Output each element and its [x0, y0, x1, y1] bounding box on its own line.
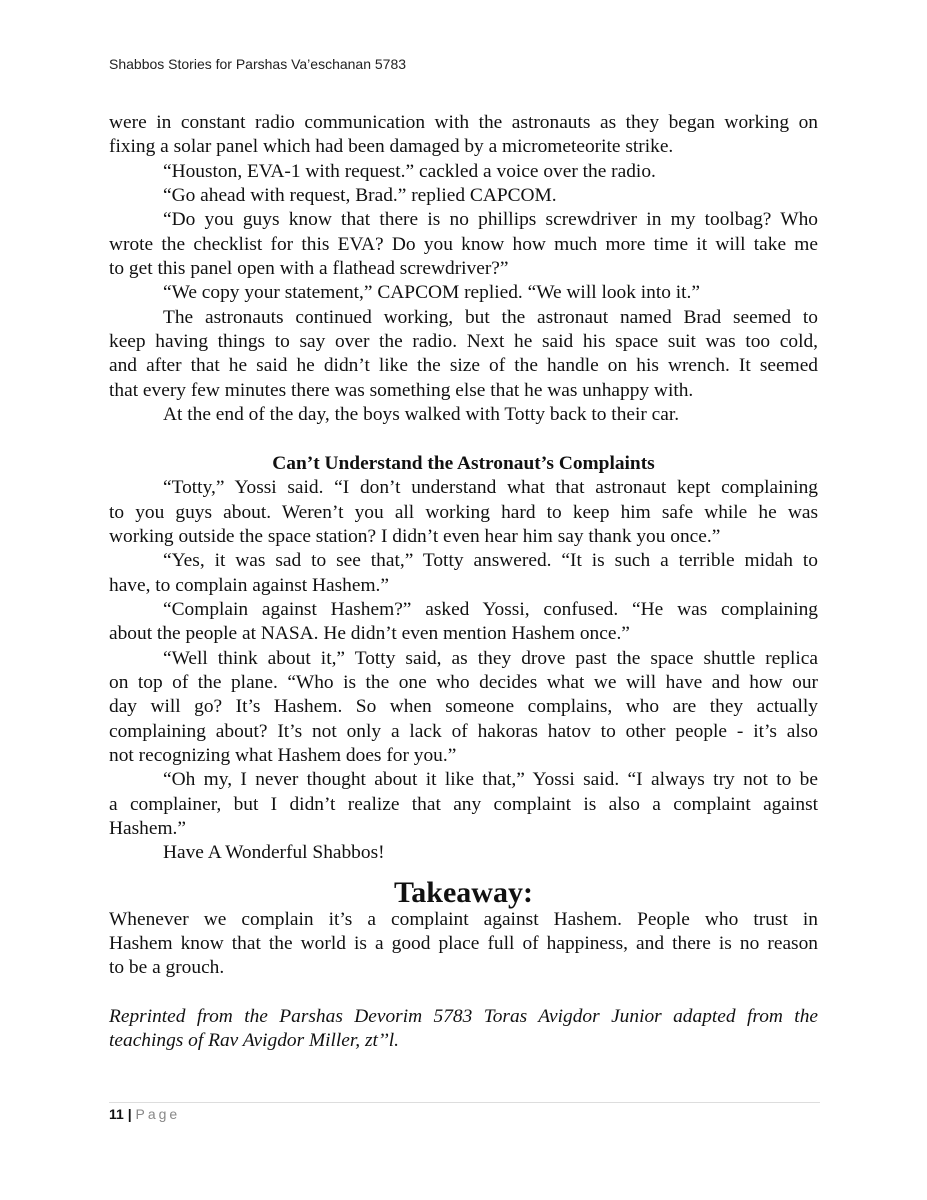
takeaway-title: Takeaway: — [394, 875, 533, 909]
footer-divider — [109, 1102, 820, 1103]
footer-separator: | — [127, 1106, 132, 1122]
text-line: and after that he said he didn’t like the size of the handle on his wrench. It seemed — [109, 355, 818, 377]
paragraph — [109, 647, 818, 769]
text-line: The astronauts continued working, but the astronaut named Brad seemed to — [163, 306, 818, 328]
text-line: “Go ahead with request, Brad.” replied CAPCOM. — [163, 185, 557, 207]
text-line: “Complain against Hashem?” asked Yossi, confused. “He was complaining — [163, 598, 818, 620]
paragraph — [109, 1005, 818, 1054]
text-line: to get this panel open with a flathead screwdriver?” — [109, 258, 509, 280]
paragraph — [109, 908, 818, 981]
text-line: a complainer, but I didn’t realize that any complaint is also a complaint against — [109, 793, 818, 815]
text-line: teachings of Rav Avigdor Miller, zt’’l. — [109, 1030, 399, 1052]
text-line: keep having things to say over the radio. Next he said his space suit was too cold, — [109, 331, 818, 353]
paragraph — [109, 768, 818, 841]
text-line: “Totty,” Yossi said. “I don’t understand what that astronaut kept complaining — [163, 477, 818, 499]
page-label: Page — [135, 1106, 181, 1122]
text-line: Reprinted from the Parshas Devorim 5783 Toras Avigdor Junior adapted from the — [109, 1006, 818, 1028]
paragraph — [109, 476, 818, 549]
text-line: about the people at NASA. He didn’t even mention Hashem once.” — [109, 623, 630, 645]
text-line: on top of the plane. “Who is the one who decides what we will have and how our — [109, 671, 818, 693]
page-footer — [109, 1106, 180, 1122]
text-line: “Well think about it,” Totty said, as they drove past the space shuttle replica — [163, 647, 818, 669]
paragraph — [109, 549, 818, 598]
document-body — [109, 111, 818, 1054]
text-line: not recognizing what Hashem does for you.” — [109, 744, 457, 766]
paragraph — [109, 598, 818, 647]
text-line: Hashem know that the world is a good place full of happiness, and there is no reason — [109, 933, 818, 954]
text-line: Have A Wonderful Shabbos! — [163, 842, 385, 864]
text-line: complaining about? It’s not only a lack of hakoras hatov to other people - it’s also — [109, 720, 818, 742]
paragraph — [109, 208, 818, 281]
paragraph — [109, 841, 818, 865]
text-line: fixing a solar panel which had been damaged by a micrometeorite strike. — [109, 136, 674, 158]
text-line: Whenever we complain it’s a complaint against Hashem. People who trust in — [109, 908, 818, 930]
paragraph — [109, 184, 818, 208]
paragraph — [109, 403, 818, 427]
page-number: 11 — [109, 1106, 124, 1122]
text-line: day will go? It’s Hashem. So when someone complains, who are they actually — [109, 696, 818, 718]
text-line: “Oh my, I never thought about it like that,” Yossi said. “I always try not to be — [163, 769, 818, 791]
text-line: to you guys about. Weren’t you all working hard to keep him safe while he was — [109, 501, 818, 523]
section-heading: Can’t Understand the Astronaut’s Complaints — [272, 452, 655, 474]
blank-line — [109, 981, 818, 1005]
text-line: “Yes, it was sad to see that,” Totty answered. “It is such a terrible midah to — [163, 550, 818, 572]
paragraph — [109, 306, 818, 403]
paragraph — [109, 111, 818, 160]
paragraph — [109, 281, 818, 305]
text-line: “We copy your statement,” CAPCOM replied. “We will look into it.” — [163, 282, 701, 304]
text-line: “Do you guys know that there is no phillips screwdriver in my toolbag? Who — [163, 209, 818, 231]
text-line: that every few minutes there was something else that he was unhappy with. — [109, 379, 694, 401]
text-line: “Houston, EVA-1 with request.” cackled a voice over the radio. — [163, 160, 656, 182]
text-line: to be a grouch. — [109, 957, 225, 979]
paragraph — [109, 160, 818, 184]
text-line: have, to complain against Hashem.” — [109, 574, 389, 596]
text-line: were in constant radio communication with the astronauts as they began working on — [109, 112, 818, 133]
text-line: At the end of the day, the boys walked with Totty back to their car. — [163, 404, 680, 426]
running-header: Shabbos Stories for Parshas Va’eschanan 5783 — [109, 56, 407, 72]
text-line: wrote the checklist for this EVA? Do you know how much more time it will take me — [109, 233, 818, 255]
text-line: Hashem.” — [109, 817, 186, 839]
blank-line — [109, 427, 818, 451]
text-line: working outside the space station? I didn’t even hear him say thank you once.” — [109, 525, 721, 547]
